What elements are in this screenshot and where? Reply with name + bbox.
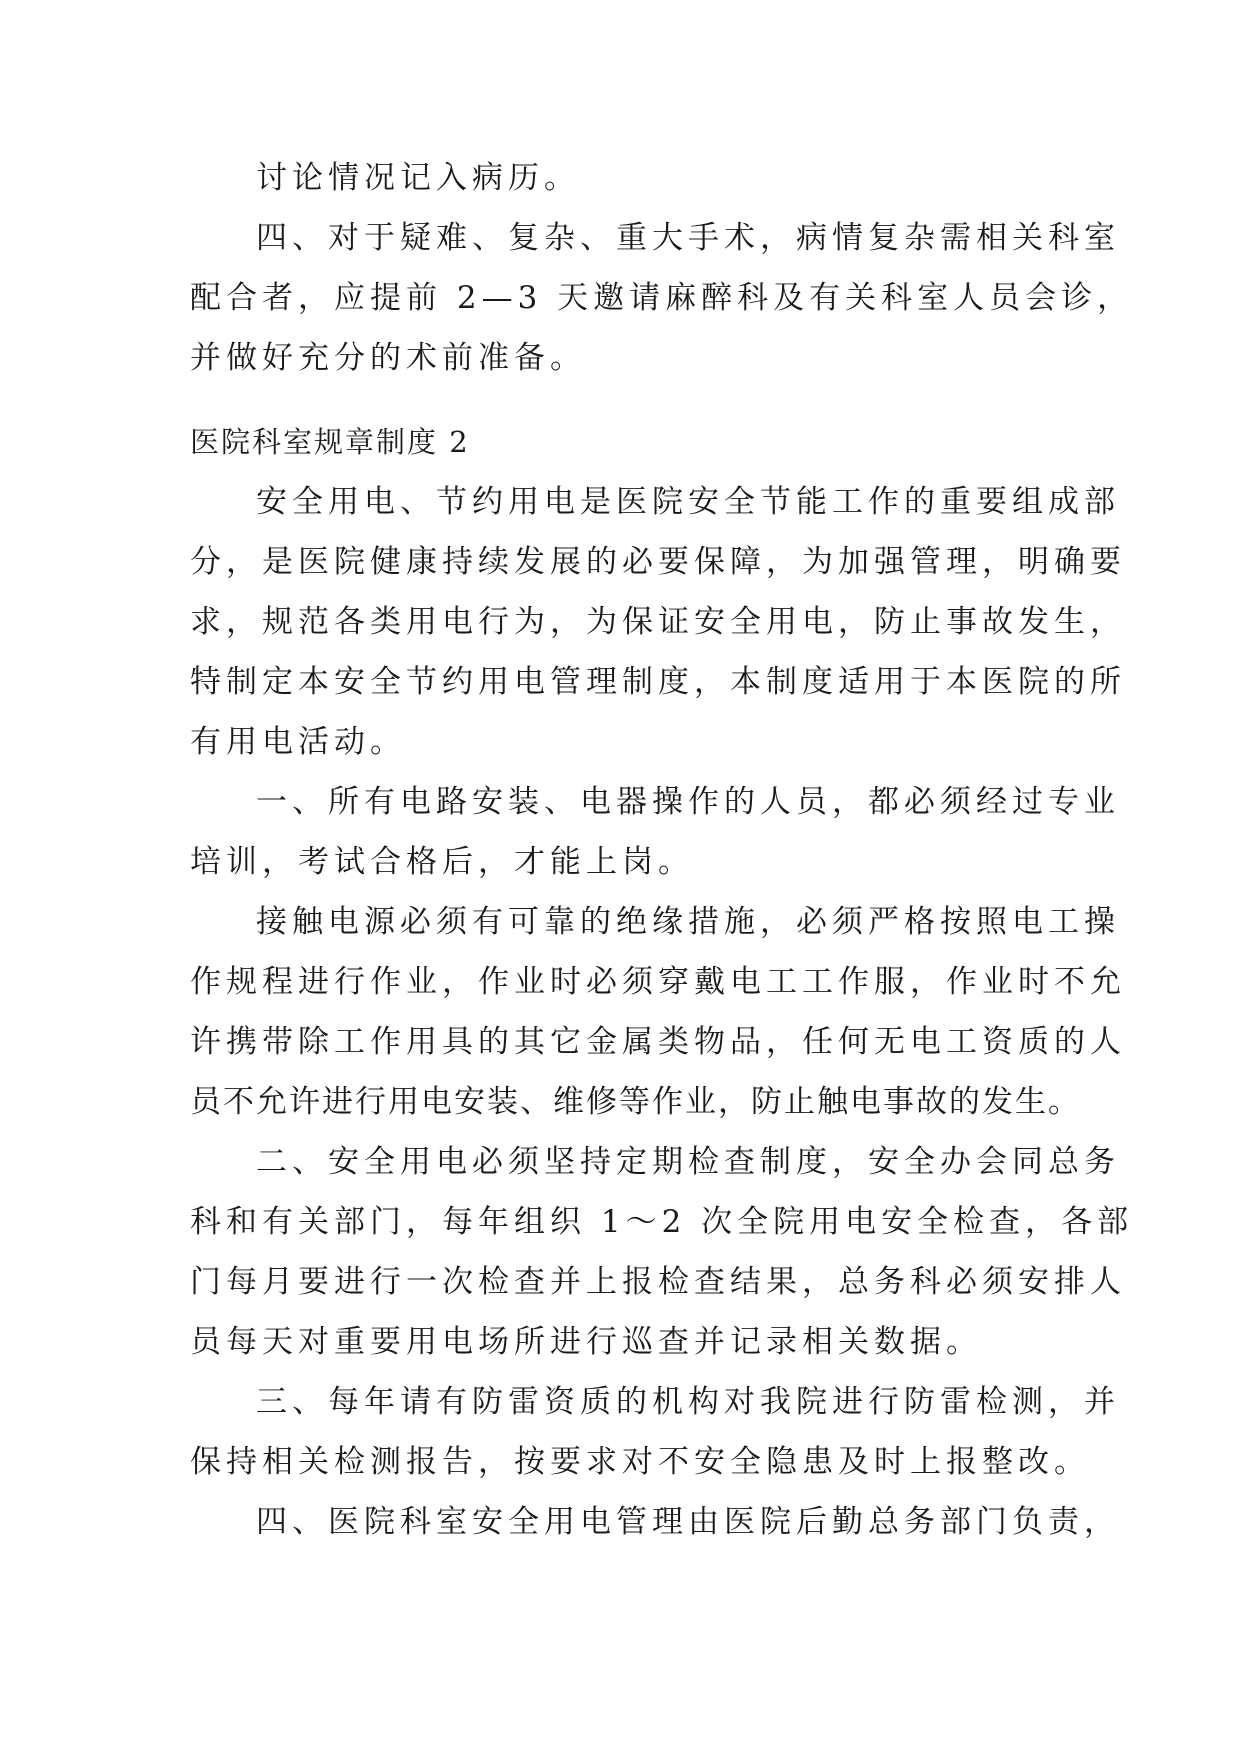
paragraph-line: 求，规范各类用电行为，为保证安全用电，防止事故发生， — [190, 604, 1126, 640]
paragraph-line: 员不允许进行用电安装、维修等作业，防止触电事故的发生。 — [190, 1084, 1081, 1120]
paragraph-line: 保持相关检测报告，按要求对不安全隐患及时上报整改。 — [190, 1444, 1090, 1480]
paragraph-line: 有用电活动。 — [190, 724, 406, 760]
paragraph-line: 配合者，应提前 2—3 天邀请麻醉科及有关科室人员会诊， — [190, 280, 1134, 316]
paragraph-line: 员每天对重要用电场所进行巡查并记录相关数据。 — [190, 1324, 982, 1360]
paragraph-line: 并做好充分的术前准备。 — [190, 340, 586, 376]
paragraph-line: 三、每年请有防雷资质的机构对我院进行防雷检测，并 — [256, 1384, 1120, 1420]
section-heading: 医院科室规章制度 2 — [190, 425, 470, 459]
document-page — [190, 158, 1134, 1562]
paragraph-line: 作规程进行作业，作业时必须穿戴电工工作服，作业时不允 — [190, 964, 1126, 1000]
paragraph-line: 许携带除工作用具的其它金属类物品，任何无电工资质的人 — [190, 1024, 1126, 1060]
paragraph-line: 门每月要进行一次检查并上报检查结果，总务科必须安排人 — [190, 1264, 1126, 1300]
paragraph-line: 科和有关部门，每年组织 1～2 次全院用电安全检查，各部 — [190, 1204, 1134, 1240]
paragraph-line: 讨论情况记入病历。 — [256, 160, 580, 196]
paragraph-line: 二、安全用电必须坚持定期检查制度，安全办会同总务 — [256, 1144, 1120, 1180]
paragraph-line: 一、所有电路安装、电器操作的人员，都必须经过专业 — [256, 784, 1120, 820]
paragraph-line: 特制定本安全节约用电管理制度，本制度适用于本医院的所 — [190, 664, 1126, 700]
paragraph-line: 四、对于疑难、复杂、重大手术，病情复杂需相关科室 — [256, 220, 1120, 256]
paragraph-line: 分，是医院健康持续发展的必要保障，为加强管理，明确要 — [190, 544, 1126, 580]
paragraph-line: 培训，考试合格后，才能上岗。 — [190, 844, 694, 880]
paragraph-line: 四、医院科室安全用电管理由医院后勤总务部门负责， — [256, 1504, 1120, 1540]
paragraph-line: 安全用电、节约用电是医院安全节能工作的重要组成部 — [256, 484, 1120, 520]
paragraph-line: 接触电源必须有可靠的绝缘措施，必须严格按照电工操 — [256, 904, 1120, 940]
